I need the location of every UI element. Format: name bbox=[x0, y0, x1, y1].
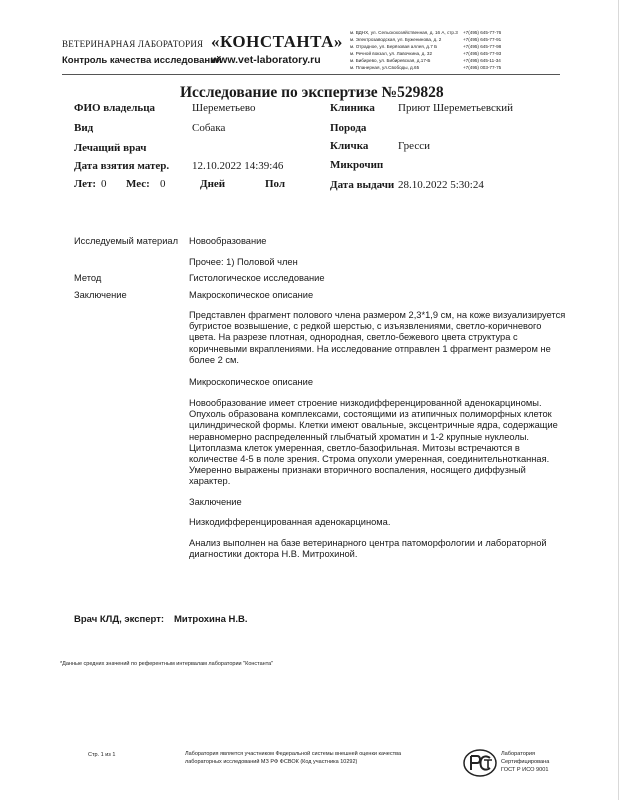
cert-line: Лаборатория bbox=[501, 751, 536, 757]
breed-label: Порода bbox=[330, 122, 367, 134]
page-edge bbox=[618, 0, 629, 800]
report-title: Исследование по экспертизе №529828 bbox=[180, 84, 444, 101]
micro-text: Новообразование имеет строение низкодифференцированной аденокарциномы. Опухоль образована комплексами, состоящими из атипичных полиморфных клеток цилиндрической формы. Клетки имеют овальные, эксцентричные ядра, содержащие неравномерно распределенный глыбчатый хроматин и 1-2 крупные нуклеолы. Цитоплазма клеток умеренная, светло-базофильная. Митозы встречаются в количестве 4-5 в поле зрения. Строма опухоли умеренная, соединительнотканная. Умеренно выражены признаки вторичного воспаления, носящего диффузный характер. bbox=[189, 398, 558, 487]
phone-line: +7(495) 645-77-91 bbox=[463, 37, 502, 42]
owner-value: Шереметьево bbox=[192, 102, 256, 114]
doctor-label: Лечащий врач bbox=[74, 142, 147, 154]
nickname-label: Кличка bbox=[330, 140, 369, 152]
years-value: 0 bbox=[101, 178, 107, 190]
material-value: Новообразование bbox=[189, 236, 267, 246]
footer-line: Лаборатория является участником Федеральной системы внешней оценки качества bbox=[185, 751, 402, 757]
rst-certification-logo bbox=[462, 748, 498, 778]
lab-name: «КОНСТАНТА» bbox=[211, 32, 343, 51]
address-line: м. ВДНХ, ул. Сельскохозяйственная, д. 16 А, стр.3 bbox=[350, 30, 458, 35]
issue-date-label: Дата выдачи bbox=[330, 179, 395, 191]
macro-text: Представлен фрагмент полового члена размером 2,3*1,9 см, на коже визуализируется бугристое возвышение, с редкой шерстью, с изъязвлениями, светло-коричневого цвета. На разрезе плотная, однородная, светло-бежевого цвета структура с коричневыми вкраплениями. На исследование отправлен 1 фрагмент размером не более 2 см. bbox=[189, 310, 566, 365]
address-line: м. Отрадное, ул. Берёзовая аллея, д.7 Б bbox=[350, 44, 438, 49]
species-label: Вид bbox=[74, 122, 94, 134]
conclusion-text: Низкодифференцированная аденокарцинома. bbox=[189, 517, 391, 527]
conclusion-heading: Заключение bbox=[189, 497, 242, 507]
species-value: Собака bbox=[192, 122, 226, 134]
years-label: Лет: bbox=[74, 178, 97, 190]
phone-line: +7(495) 645-11-34 bbox=[463, 58, 501, 63]
other-value: Прочее: 1) Половой член bbox=[189, 257, 298, 267]
header-divider bbox=[62, 74, 560, 75]
nickname-value: Гресси bbox=[398, 140, 430, 152]
phone-line: +7(495) 003-77-75 bbox=[463, 65, 502, 70]
sample-date-label: Дата взятия матер. bbox=[74, 160, 170, 172]
method-label: Метод bbox=[74, 273, 102, 283]
cert-line: Сертифицирована bbox=[501, 759, 550, 765]
lab-subtitle: Контроль качества исследований bbox=[62, 55, 222, 66]
months-value: 0 bbox=[160, 178, 166, 190]
footnote: *Данные средних значений по референтным интервалам лаборатории "Константа" bbox=[60, 661, 274, 667]
clinic-value: Приют Шереметьевский bbox=[398, 102, 514, 114]
phone-line: +7(495) 645-77-76 bbox=[463, 30, 502, 35]
micro-heading: Микроскопическое описание bbox=[189, 377, 314, 387]
address-line: м. Планерная, ул.Свободы, д.65 bbox=[350, 65, 420, 70]
macro-heading: Макроскопическое описание bbox=[189, 290, 314, 300]
lab-prefix: ВЕТЕРИНАРНАЯ ЛАБОРАТОРИЯ bbox=[62, 39, 204, 49]
footer-line: лабораторных исследований МЗ РФ ФСВОК (Код участника 10292) bbox=[185, 759, 358, 765]
lab-website: www.vet-laboratory.ru bbox=[211, 54, 321, 66]
days-label: Дней bbox=[200, 178, 226, 190]
sex-label: Пол bbox=[265, 178, 286, 190]
months-label: Мес: bbox=[126, 178, 150, 190]
owner-label: ФИО владельца bbox=[74, 102, 156, 114]
conclusion-label: Заключение bbox=[74, 290, 127, 300]
phone-line: +7(495) 645-77-93 bbox=[463, 51, 502, 56]
signature-name: Митрохина Н.В. bbox=[174, 614, 248, 625]
address-line: м. Речной вокзал, ул. Лавочкина, д. 32 bbox=[350, 51, 432, 56]
method-value: Гистологическое исследование bbox=[189, 273, 325, 283]
page-number: Стр. 1 из 1 bbox=[88, 752, 116, 758]
address-line: м. Электрозаводская, ул. Буженинова, д. 2 bbox=[350, 37, 442, 42]
phone-line: +7(495) 645-77-98 bbox=[463, 44, 502, 49]
analysis-note: Анализ выполнен на базе ветеринарного центра патоморфологии и лабораторной диагностики доктора Н.В. Митрохиной. bbox=[189, 538, 547, 560]
issue-date-value: 28.10.2022 5:30:24 bbox=[398, 179, 484, 191]
cert-line: ГОСТ Р ИСО 9001 bbox=[501, 767, 549, 773]
microchip-label: Микрочип bbox=[330, 159, 384, 171]
signature-label: Врач КЛД, эксперт: bbox=[74, 614, 165, 625]
address-line: м. Бибирево, ул. Бибиревская, д.17-Б bbox=[350, 58, 431, 63]
clinic-label: Клиника bbox=[330, 102, 375, 114]
sample-date-value: 12.10.2022 14:39:46 bbox=[192, 160, 284, 172]
material-label: Исследуемый материал bbox=[74, 236, 178, 246]
